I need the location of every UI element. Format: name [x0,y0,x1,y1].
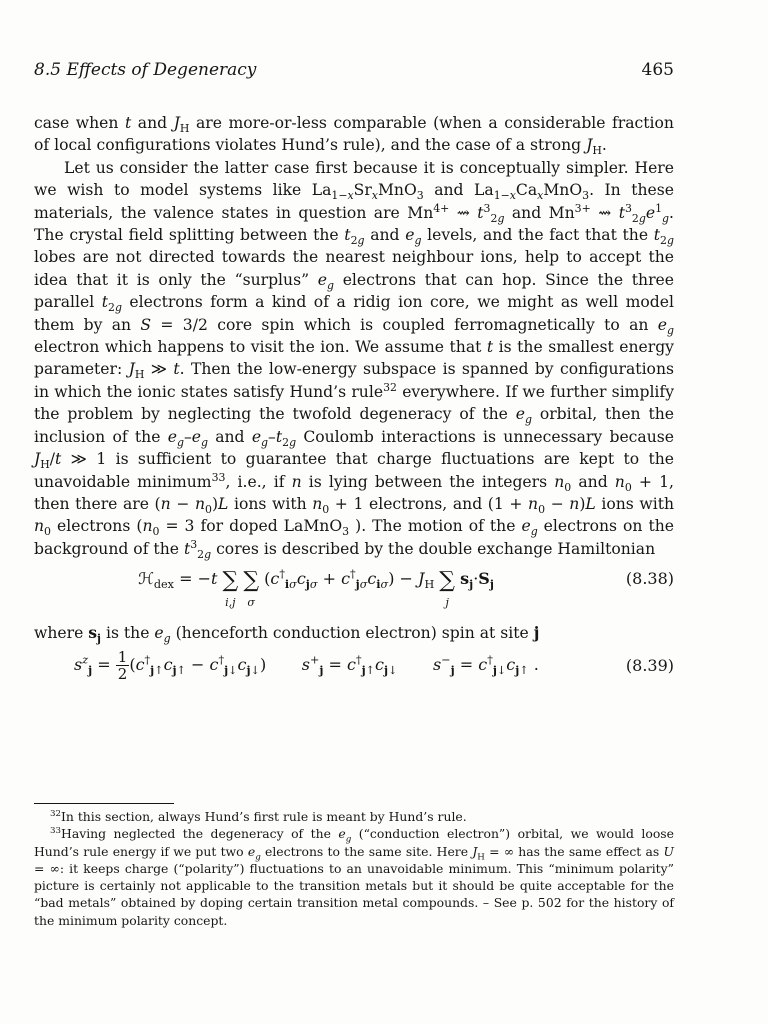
page-number: 465 [641,60,674,80]
equation-formula: $s^z_j$ = $\frac{1}{2}$ $(c^\dagger_{j↑}c_{j↑} - c^\dagger_{j↓}c_{j↓})$ $s^+_j = c^\dagger_{j↑}c_{j↓}$ $s^-_j = c^\dagger_{j↓}c_{j↑}$ . [74,647,539,683]
footnote-rule [34,803,174,804]
paragraph-2: Let us consider the latter case first because it is conceptually simpler. Here we wish to model systems like $La_{1-x}Sr_xMnO_3$ and $La_{1-x}Ca_xMnO_3$. In these materials, the valence states in question are $Mn^{4+}$ ⇝ $t^3_{2g}$ and $Mn^{3+}$ ⇝ $t^3_{2g}e^1_g$. The crystal field splitting between the $t_{2g}$ and $e_g$ levels, and the fact that the $t_{2g}$ lobes are not directed towards the nearest neighbour ions, help to accept the idea that it is only the “surplus” $e_g$ electrons that can hop. Since the three parallel $t_{2g}$ electrons form a kind of a ridig ion core, we might as well model them by an S = 3/2 core spin which is coupled ferromagnetically to an $e_g$ electron which happens to visit the ion. We assume that t is the smallest energy parameter: $J_H$ ≫ t. Then the low-energy subspace is spanned by configurations in which the ionic states satisfy Hund’s rule$^{32}$ everywhere. If we further simplify the problem by neglecting the twofold degeneracy of the $e_g$ orbital, then the inclusion of the $e_g-e_g$ and $e_g-t_{2g}$ Coulomb interactions is unnecessary because $J_H/t$ ≫ 1 is sufficient to guarantee that charge fluctuations are kept to the unavoidable minimum$^{33}$, i.e., if n is lying between the integers $n_0$ and $n_0 + 1$, then there are $(n - n_0)L$ ions with $n_0 + 1$ electrons, and $(1 + n_0 - n)L$ ions with $n_0$ electrons ($n_0 = 3$ for doped LaMnO$_3$ ). The motion of the $e_g$ electrons on the background of the $t^3_{2g}$ cores is described by the double exchange Hamiltonian [34,158,675,561]
equation-8-39 [34,645,674,695]
footnotes [34,808,674,929]
paragraph-3: where $s_j$ is the $e_g$ (henceforth conduction electron) spin at site j [34,623,540,646]
equation-formula: ℋ$_{dex}$ = −t ∑ i,j ∑ σ $(c^\dagger_{i\sigma}c_{j\sigma} + c^\dagger_{j\sigma}c_{i\sigma}) - J_H$ ∑ j $s_j\cdot S_j$ [138,567,494,610]
running-header [34,60,674,84]
footnote-33: $^{33}$Having neglected the degeneracy of the $e_g$ (“conduction electron”) orbital, we would loose Hund’s rule energy if we put two $e_g$ electrons to the same site. Here $J_H$ = ∞ has the same effect as U = ∞: it keeps charge (“polarity”) fluctuations to an unavoidable minimum. This “minimum polarity” picture is certainly not applicable to the transition metals but it should be quite acceptable for the “bad metals” obtained by doping certain transition metal compounds. – See p. 502 for the history of the minimum polarity concept. [34,826,674,928]
paragraph-1: case when t and $J_H$ are more-or-less comparable (when a considerable fraction of local configurations violates Hund’s rule), and the case of a strong $J_H$. [34,114,674,158]
equation-8-38 [34,560,674,622]
footnote-32: $^{32}$In this section, always Hund’s first rule is meant by Hund’s rule. [50,808,467,824]
equation-number: (8.39) [625,655,674,675]
section-title: 8.5 Effects of Degeneracy [34,60,257,80]
equation-number: (8.38) [625,569,674,589]
book-page [34,0,674,1024]
main-text [34,112,674,695]
